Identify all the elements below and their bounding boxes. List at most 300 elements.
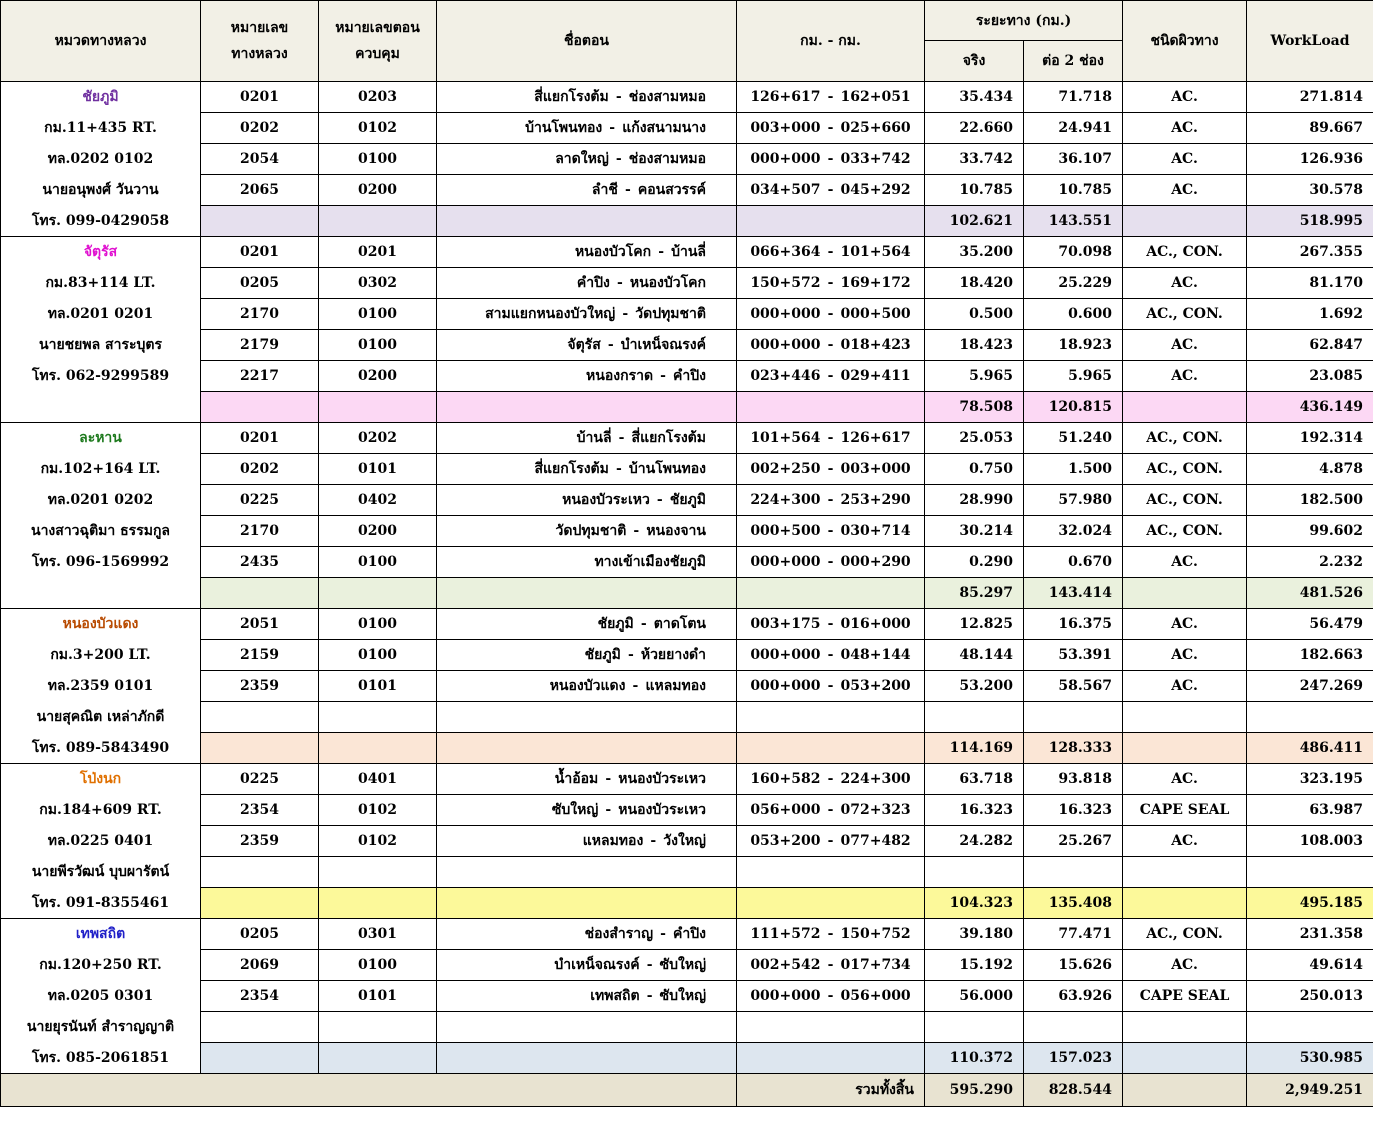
- km-from: 000+500: [750, 523, 821, 539]
- km-to: 253+290: [840, 492, 911, 508]
- distance-actual: 39.180: [925, 919, 1024, 950]
- subtotal-row: [1, 206, 1373, 237]
- surface-type: AC.: [1123, 950, 1247, 981]
- surface-type: AC.: [1123, 671, 1247, 702]
- distance-2-lane: [1024, 857, 1123, 888]
- subtotal-row: [1, 392, 1373, 423]
- district-name: ชัยภูมิ: [1, 82, 201, 113]
- section-from: จัตุรัส: [567, 337, 601, 353]
- header-district: หมวดทางหลวง: [1, 1, 201, 82]
- section-from: ชัยภูมิ: [597, 616, 634, 632]
- subtotal-workload: 436.149: [1247, 392, 1373, 423]
- subtotal-actual: 104.323: [925, 888, 1024, 919]
- dash-separator: -: [646, 957, 653, 973]
- section-name: [437, 237, 737, 268]
- dash-separator: -: [827, 523, 834, 539]
- grand-total-label: รวมทั้งสิ้น: [737, 1074, 925, 1107]
- grand-total-workload: 2,949.251: [1247, 1074, 1373, 1107]
- section-from: สี่แยกโรงต้ม: [534, 461, 609, 477]
- section-to: สี่แยกโรงต้ม: [631, 430, 706, 446]
- table-row: [1, 671, 1373, 702]
- subtotal-blank: [437, 1043, 737, 1074]
- dash-separator: -: [615, 89, 622, 105]
- table-row: [1, 857, 1373, 888]
- district-chief: นางสาวฉุติมา ธรรมกูล: [1, 516, 201, 547]
- header-distance: ระยะทาง (กม.): [925, 1, 1123, 41]
- route-number: 2354: [201, 981, 319, 1012]
- subtotal-blank: [319, 733, 437, 764]
- surface-type: AC., CON.: [1123, 919, 1247, 950]
- table-row: [1, 144, 1373, 175]
- distance-2-lane: 77.471: [1024, 919, 1123, 950]
- subtotal-blank: [201, 206, 319, 237]
- section-name: [437, 144, 737, 175]
- distance-actual: 63.718: [925, 764, 1024, 795]
- control-number: 0302: [319, 268, 437, 299]
- km-range: [737, 795, 925, 826]
- km-range: [737, 454, 925, 485]
- surface-type: AC., CON.: [1123, 454, 1247, 485]
- table-row: [1, 919, 1373, 950]
- km-to: 077+482: [840, 833, 911, 849]
- workload-value: 1.692: [1247, 299, 1373, 330]
- distance-2-lane: 71.718: [1024, 82, 1123, 113]
- dash-separator: -: [609, 120, 616, 136]
- control-number: 0203: [319, 82, 437, 113]
- section-from: แหลมทอง: [582, 833, 644, 849]
- surface-type: AC.: [1123, 144, 1247, 175]
- route-number: 0202: [201, 454, 319, 485]
- distance-2-lane: 25.229: [1024, 268, 1123, 299]
- distance-actual: 25.053: [925, 423, 1024, 454]
- table-row: [1, 454, 1373, 485]
- workload-value: 247.269: [1247, 671, 1373, 702]
- section-name: [437, 175, 737, 206]
- subtotal-actual: 114.169: [925, 733, 1024, 764]
- section-from: หนองบัวแดง: [549, 678, 626, 694]
- km-to: 048+144: [840, 647, 911, 663]
- route-number: 2065: [201, 175, 319, 206]
- control-number: [319, 857, 437, 888]
- section-from: ทางเข้าเมืองชัยภูมิ: [594, 554, 706, 570]
- section-to: บ้านโพนทอง: [628, 461, 706, 477]
- distance-2-lane: 0.600: [1024, 299, 1123, 330]
- surface-type: AC.: [1123, 268, 1247, 299]
- table-row: [1, 113, 1373, 144]
- km-to: 000+290: [840, 554, 911, 570]
- route-number: 2179: [201, 330, 319, 361]
- table-row: [1, 237, 1373, 268]
- km-from: 034+507: [750, 182, 821, 198]
- subtotal-row: [1, 1043, 1373, 1074]
- subtotal-workload: 486.411: [1247, 733, 1373, 764]
- route-number: 0205: [201, 919, 319, 950]
- section-from: ลำชี: [591, 182, 618, 198]
- distance-actual: 15.192: [925, 950, 1024, 981]
- surface-type: AC., CON.: [1123, 485, 1247, 516]
- control-number: 0102: [319, 826, 437, 857]
- district-route: ทล.0205 0301: [1, 981, 201, 1012]
- distance-2-lane: 10.785: [1024, 175, 1123, 206]
- distance-2-lane: [1024, 1012, 1123, 1043]
- workload-value: [1247, 1012, 1373, 1043]
- workload-value: 63.987: [1247, 795, 1373, 826]
- distance-actual: 18.420: [925, 268, 1024, 299]
- km-from: 000+000: [750, 678, 821, 694]
- table-row: [1, 609, 1373, 640]
- km-from: 066+364: [750, 244, 821, 260]
- section-from: สามแยกหนองบัวใหญ่: [485, 306, 616, 322]
- table-row: [1, 423, 1373, 454]
- section-name: [437, 950, 737, 981]
- workload-value: 2.232: [1247, 547, 1373, 578]
- district-km-post: กม.120+250 RT.: [1, 950, 201, 981]
- dash-separator: -: [827, 616, 834, 632]
- route-number: 2054: [201, 144, 319, 175]
- section-name: [437, 857, 737, 888]
- workload-value: 192.314: [1247, 423, 1373, 454]
- distance-actual: 0.290: [925, 547, 1024, 578]
- dash-separator: -: [827, 461, 834, 477]
- dash-separator: -: [827, 802, 834, 818]
- km-range: [737, 547, 925, 578]
- km-to: 045+292: [840, 182, 911, 198]
- km-range: [737, 764, 925, 795]
- subtotal-2-lane: 135.408: [1024, 888, 1123, 919]
- surface-type: CAPE SEAL: [1123, 981, 1247, 1012]
- surface-type: [1123, 857, 1247, 888]
- subtotal-actual: 85.297: [925, 578, 1024, 609]
- surface-type: AC.: [1123, 826, 1247, 857]
- grand-total-2-lane: 828.544: [1024, 1074, 1123, 1107]
- section-name: [437, 671, 737, 702]
- distance-actual: 35.200: [925, 237, 1024, 268]
- dash-separator: -: [624, 182, 631, 198]
- subtotal-blank: [319, 392, 437, 423]
- subtotal-blank: [437, 578, 737, 609]
- km-to: 017+734: [840, 957, 911, 973]
- dash-separator: -: [827, 430, 834, 446]
- dash-separator: -: [827, 275, 834, 291]
- subtotal-blank: [201, 888, 319, 919]
- control-number: 0301: [319, 919, 437, 950]
- subtotal-blank: [201, 578, 319, 609]
- control-number: 0102: [319, 795, 437, 826]
- subtotal-2-lane: 143.551: [1024, 206, 1123, 237]
- district-name: ละหาน: [1, 423, 201, 454]
- section-from: คำปิง: [576, 275, 610, 291]
- distance-actual: [925, 857, 1024, 888]
- km-to: 003+000: [840, 461, 911, 477]
- section-to: หนองบัวโคก: [629, 275, 706, 291]
- workload-value: 267.355: [1247, 237, 1373, 268]
- dash-separator: -: [827, 182, 834, 198]
- section-name: [437, 640, 737, 671]
- control-number: 0100: [319, 299, 437, 330]
- section-name: [437, 485, 737, 516]
- km-from: 003+000: [750, 120, 821, 136]
- km-range: [737, 516, 925, 547]
- distance-2-lane: 0.670: [1024, 547, 1123, 578]
- distance-2-lane: 51.240: [1024, 423, 1123, 454]
- distance-actual: 35.434: [925, 82, 1024, 113]
- dash-separator: -: [660, 368, 666, 384]
- km-to: 018+423: [840, 337, 911, 353]
- district-info-cell: [1, 578, 201, 609]
- route-number: 2359: [201, 671, 319, 702]
- km-range: [737, 919, 925, 950]
- km-from: 150+572: [750, 275, 821, 291]
- dash-separator: -: [827, 337, 834, 353]
- section-from: ลาดใหญ่: [555, 151, 609, 167]
- route-number: 2217: [201, 361, 319, 392]
- km-to: 224+300: [840, 771, 911, 787]
- km-range: [737, 826, 925, 857]
- district-name: เทพสถิต: [1, 919, 201, 950]
- district-km-post: กม.83+114 LT.: [1, 268, 201, 299]
- table-row: [1, 485, 1373, 516]
- section-name: [437, 361, 737, 392]
- km-from: 000+000: [750, 554, 821, 570]
- distance-2-lane: 63.926: [1024, 981, 1123, 1012]
- surface-type: AC., CON.: [1123, 516, 1247, 547]
- table-row: [1, 795, 1373, 826]
- surface-type: AC.: [1123, 547, 1247, 578]
- workload-value: 126.936: [1247, 144, 1373, 175]
- table-row: [1, 175, 1373, 206]
- district-route: ทล.0201 0201: [1, 299, 201, 330]
- distance-2-lane: 70.098: [1024, 237, 1123, 268]
- distance-2-lane: 15.626: [1024, 950, 1123, 981]
- section-from: บ้านลี่: [576, 430, 612, 446]
- control-number: 0202: [319, 423, 437, 454]
- section-name: [437, 516, 737, 547]
- km-from: 023+446: [750, 368, 821, 384]
- km-to: 030+714: [840, 523, 911, 539]
- km-range: [737, 609, 925, 640]
- section-name: [437, 919, 737, 950]
- dash-separator: -: [827, 647, 834, 663]
- route-number: 0201: [201, 423, 319, 454]
- dash-separator: -: [827, 988, 834, 1004]
- section-to: ตาดโตน: [653, 616, 706, 632]
- km-from: 002+542: [750, 957, 821, 973]
- surface-type: AC.: [1123, 609, 1247, 640]
- subtotal-actual: 102.621: [925, 206, 1024, 237]
- workload-value: 62.847: [1247, 330, 1373, 361]
- dash-separator: -: [618, 430, 625, 446]
- route-number: [201, 857, 319, 888]
- subtotal-blank: [319, 888, 437, 919]
- distance-2-lane: [1024, 702, 1123, 733]
- district-route: ทล.0225 0401: [1, 826, 201, 857]
- surface-type: AC.: [1123, 640, 1247, 671]
- section-name: [437, 454, 737, 485]
- header-actual: จริง: [925, 41, 1024, 82]
- subtotal-blank: [1123, 206, 1247, 237]
- route-number: 0201: [201, 82, 319, 113]
- table-row: [1, 516, 1373, 547]
- section-name: [437, 423, 737, 454]
- dash-separator: -: [633, 523, 640, 539]
- distance-actual: 56.000: [925, 981, 1024, 1012]
- control-number: 0402: [319, 485, 437, 516]
- route-number: 0205: [201, 268, 319, 299]
- section-name: [437, 764, 737, 795]
- section-from: บำเหน็จณรงค์: [554, 957, 640, 973]
- grand-total-blank: [1123, 1074, 1247, 1107]
- workload-value: 182.663: [1247, 640, 1373, 671]
- district-route: ทล.0202 0102: [1, 144, 201, 175]
- district-phone: โทร. 091-8355461: [1, 888, 201, 919]
- district-chief: นายอนุพงศ์ วันวาน: [1, 175, 201, 206]
- section-name: [437, 82, 737, 113]
- dash-separator: -: [827, 678, 834, 694]
- section-from: เทพสถิต: [590, 988, 640, 1004]
- table-row: [1, 981, 1373, 1012]
- dash-separator: -: [658, 244, 664, 260]
- dash-separator: -: [827, 89, 834, 105]
- section-to: แหลมทอง: [645, 678, 706, 694]
- table-row: [1, 361, 1373, 392]
- table-row: [1, 330, 1373, 361]
- km-range: [737, 144, 925, 175]
- section-to: แก้งสนามนาง: [622, 120, 706, 136]
- km-from: 056+000: [750, 802, 821, 818]
- distance-actual: 16.323: [925, 795, 1024, 826]
- subtotal-blank: [437, 733, 737, 764]
- table-row: [1, 826, 1373, 857]
- subtotal-blank: [201, 733, 319, 764]
- district-phone: โทร. 096-1569992: [1, 547, 201, 578]
- dash-separator: -: [827, 833, 834, 849]
- district-km-post: กม.11+435 RT.: [1, 113, 201, 144]
- route-number: 2435: [201, 547, 319, 578]
- surface-type: AC.: [1123, 113, 1247, 144]
- dash-separator: -: [827, 492, 834, 508]
- route-number: 2069: [201, 950, 319, 981]
- distance-2-lane: 93.818: [1024, 764, 1123, 795]
- grand-total-blank: [1, 1074, 737, 1107]
- distance-2-lane: 57.980: [1024, 485, 1123, 516]
- distance-actual: 0.750: [925, 454, 1024, 485]
- subtotal-row: [1, 733, 1373, 764]
- km-to: 126+617: [840, 430, 911, 446]
- dash-separator: -: [615, 151, 622, 167]
- route-number: 2051: [201, 609, 319, 640]
- dash-separator: -: [827, 554, 834, 570]
- header-workload: WorkLoad: [1247, 1, 1373, 82]
- subtotal-blank: [737, 888, 925, 919]
- district-phone: โทร. 099-0429058: [1, 206, 201, 237]
- surface-type: AC., CON.: [1123, 423, 1247, 454]
- control-number: 0102: [319, 113, 437, 144]
- dash-separator: -: [640, 616, 647, 632]
- workload-value: 30.578: [1247, 175, 1373, 206]
- km-to: 016+000: [840, 616, 911, 632]
- grand-total-row: [1, 1074, 1373, 1107]
- distance-actual: [925, 1012, 1024, 1043]
- dash-separator: -: [827, 306, 834, 322]
- control-number: 0401: [319, 764, 437, 795]
- section-to: หนองบัวระเหว: [618, 771, 706, 787]
- km-range: [737, 671, 925, 702]
- table-row: [1, 764, 1373, 795]
- grand-total-actual: 595.290: [925, 1074, 1024, 1107]
- km-range: [737, 175, 925, 206]
- distance-2-lane: 53.391: [1024, 640, 1123, 671]
- km-range: [737, 423, 925, 454]
- km-to: 000+500: [840, 306, 911, 322]
- section-to: ชัยภูมิ: [669, 492, 706, 508]
- section-to: คำปิง: [673, 368, 706, 384]
- distance-actual: 12.825: [925, 609, 1024, 640]
- header-route-no: หมายเลข ทางหลวง: [201, 1, 319, 82]
- km-range: [737, 485, 925, 516]
- section-name: [437, 299, 737, 330]
- dash-separator: -: [646, 988, 653, 1004]
- route-number: 2159: [201, 640, 319, 671]
- dash-separator: -: [827, 957, 834, 973]
- section-to: หนองจาน: [646, 523, 706, 539]
- section-to: หนองบัวระเหว: [618, 802, 706, 818]
- section-to: ซับใหญ่: [659, 988, 706, 1004]
- dash-separator: -: [605, 802, 612, 818]
- distance-2-lane: 1.500: [1024, 454, 1123, 485]
- workload-value: 271.814: [1247, 82, 1373, 113]
- km-range: [737, 299, 925, 330]
- subtotal-blank: [201, 392, 319, 423]
- section-to: วัดปทุมชาติ: [635, 306, 706, 322]
- subtotal-row: [1, 888, 1373, 919]
- distance-actual: 53.200: [925, 671, 1024, 702]
- section-to: บ้านลี่: [671, 244, 706, 260]
- district-route: ทล.0201 0202: [1, 485, 201, 516]
- distance-actual: 0.500: [925, 299, 1024, 330]
- dash-separator: -: [827, 120, 834, 136]
- km-to: 169+172: [840, 275, 911, 291]
- km-range: [737, 981, 925, 1012]
- section-to: ซับใหญ่: [659, 957, 706, 973]
- subtotal-workload: 530.985: [1247, 1043, 1373, 1074]
- surface-type: AC.: [1123, 764, 1247, 795]
- table-row: [1, 702, 1373, 733]
- distance-actual: 48.144: [925, 640, 1024, 671]
- surface-type: AC., CON.: [1123, 237, 1247, 268]
- table-row: [1, 1012, 1373, 1043]
- district-info-cell: [1, 392, 201, 423]
- workload-value: 49.614: [1247, 950, 1373, 981]
- distance-2-lane: 24.941: [1024, 113, 1123, 144]
- km-from: 053+200: [750, 833, 821, 849]
- subtotal-blank: [319, 206, 437, 237]
- subtotal-blank: [201, 1043, 319, 1074]
- control-number: 0200: [319, 361, 437, 392]
- section-to: ห้วยยางดำ: [640, 647, 706, 663]
- subtotal-2-lane: 128.333: [1024, 733, 1123, 764]
- distance-2-lane: 36.107: [1024, 144, 1123, 175]
- section-to: คำปิง: [673, 926, 706, 942]
- district-name: จัตุรัส: [1, 237, 201, 268]
- section-from: บ้านโพนทอง: [525, 120, 603, 136]
- subtotal-blank: [319, 578, 437, 609]
- header-ctrl-no: หมายเลขตอน ควบคุม: [319, 1, 437, 82]
- workload-value: 250.013: [1247, 981, 1373, 1012]
- route-number: 2354: [201, 795, 319, 826]
- district-km-post: กม.3+200 LT.: [1, 640, 201, 671]
- km-from: 111+572: [750, 926, 821, 942]
- route-number: 2170: [201, 299, 319, 330]
